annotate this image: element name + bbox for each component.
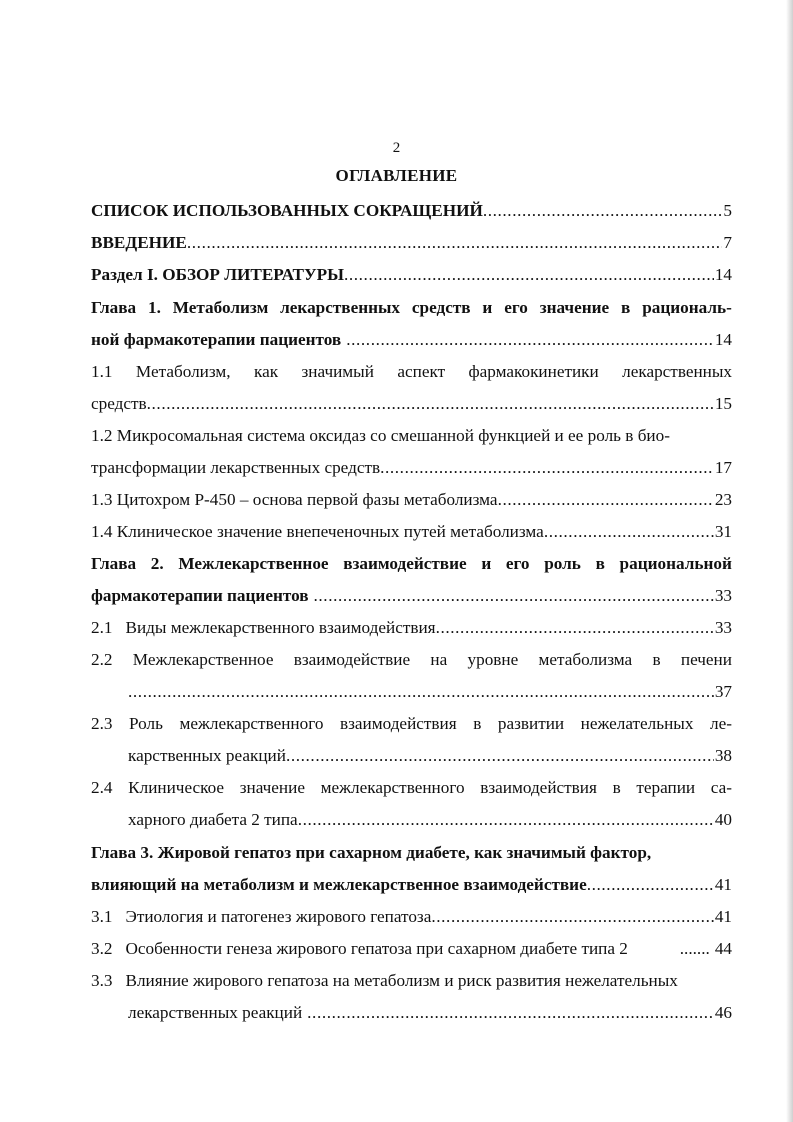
word: Глава [91, 554, 137, 573]
toc-entry-1-1-line1[interactable] [91, 359, 732, 385]
toc-entry-1-2-line2[interactable] [91, 455, 732, 481]
dot-leader [380, 455, 714, 481]
dot-leader [344, 262, 714, 288]
page-number: 2 [392, 140, 401, 156]
word: в [595, 554, 605, 573]
toc-page-number: 14 [714, 265, 732, 284]
word: нежелательных [580, 714, 694, 733]
toc-entry-chapter-2-line2[interactable] [91, 583, 732, 609]
toc-page-number: 46 [714, 1003, 732, 1022]
toc-page-number: 33 [714, 586, 732, 605]
dot-leader [128, 679, 714, 705]
word: развитии [497, 714, 565, 733]
toc-entry-title: харного диабета 2 типа [128, 810, 298, 829]
section-number: 2.4 [91, 778, 113, 797]
word: его [504, 298, 528, 317]
toc-entry-2-3-line2[interactable] [128, 743, 732, 769]
toc-entry-2-1[interactable] [91, 615, 732, 641]
word: Межлекарственное [132, 650, 274, 669]
toc-heading: ОГЛАВЛЕНИЕ [335, 166, 458, 185]
word: межлекарственного [179, 714, 324, 733]
dot-leader [483, 198, 723, 224]
toc-entry-title: 1.4 Клиническое значение внепеченочных путей метаболизма [91, 522, 544, 541]
toc-entry-title: средств [91, 394, 147, 413]
toc-page-number: 15 [714, 394, 732, 413]
toc-page-number: 40 [714, 810, 732, 829]
dot-leader [309, 583, 714, 609]
word: и [481, 554, 492, 573]
toc-entry-title: Особенности генеза жирового гепатоза при сахарном диабете типа 2 [125, 939, 628, 958]
word: 2. [150, 554, 164, 573]
word: взаимодействие [343, 554, 467, 573]
toc-entry-3-2[interactable] [91, 936, 732, 962]
word: 1. [147, 298, 161, 317]
word: метаболизма [538, 650, 633, 669]
toc-entry-title: 1.2 Микросомальная система оксидаз со смешанной функцией и ее роль в био- [91, 426, 670, 445]
toc-entry-2-3-line1[interactable] [91, 711, 732, 737]
dot-leader [544, 519, 714, 545]
word: уровне [467, 650, 519, 669]
word: Метаболизм, [135, 362, 231, 381]
toc-entry-2-2-line1[interactable] [91, 647, 732, 673]
word: взаимодействие [293, 650, 411, 669]
word: Глава [91, 298, 137, 317]
toc-entry-1-4[interactable] [91, 519, 732, 545]
word: Клиническое [128, 778, 225, 797]
dot-leader [431, 904, 713, 930]
toc-entry-1-3[interactable] [91, 487, 732, 513]
toc-entry-title: Глава 3. Жировой гепатоз при сахарном диабете, как значимый фактор, [91, 843, 652, 862]
dot-leader [147, 391, 714, 417]
dot-leader [587, 872, 714, 898]
word: рациональ- [642, 298, 732, 317]
word: Роль [129, 714, 163, 733]
toc-page-number: 38 [714, 746, 732, 765]
toc-entry-title: СПИСОК ИСПОЛЬЗОВАННЫХ СОКРАЩЕНИЙ [91, 201, 483, 220]
toc-page-number: 37 [714, 682, 732, 701]
dot-leader [341, 327, 714, 353]
word: лекарственных [280, 298, 401, 317]
word: как [254, 362, 279, 381]
section-number: 3.3 [91, 971, 113, 990]
word: взаимодействия [480, 778, 597, 797]
toc-entry-2-2-line2[interactable] [128, 679, 732, 705]
dot-leader [187, 230, 723, 256]
word: терапии [636, 778, 696, 797]
word: его [505, 554, 530, 573]
toc-entry-abbreviations[interactable] [91, 198, 732, 224]
toc-entry-title: Виды межлекарственного взаимодействия [125, 618, 436, 637]
toc-entry-chapter-3-line1[interactable] [91, 840, 732, 866]
word: значение [539, 298, 610, 317]
dot-leader [302, 1000, 714, 1026]
toc-entry-introduction[interactable] [91, 230, 732, 256]
toc-entry-title: ВВЕДЕНИЕ [91, 233, 187, 252]
word: в [612, 778, 621, 797]
toc-entry-section-1[interactable] [91, 262, 732, 288]
toc-page-number: 41 [714, 875, 732, 894]
word: Метаболизм [172, 298, 269, 317]
toc-page-number: 17 [714, 458, 732, 477]
toc-entry-title: Влияние жирового гепатоза на метаболизм и риск развития нежелательных [125, 971, 678, 990]
section-number: 3.2 [91, 939, 113, 958]
word: значимый [301, 362, 374, 381]
word: значение [239, 778, 305, 797]
toc-entry-title: Этиология и патогенез жирового гепатоза [125, 907, 432, 926]
word: на [430, 650, 448, 669]
toc-entry-title: Раздел I. ОБЗОР ЛИТЕРАТУРЫ [91, 265, 344, 284]
section-number: 3.1 [91, 907, 113, 926]
word: Межлекарственное [178, 554, 329, 573]
toc-page-number: 5 [723, 201, 732, 220]
toc-entry-title: лекарственных реакций [128, 1003, 303, 1022]
dot-leader [498, 487, 714, 513]
toc-entry-3-3-line1[interactable] [91, 968, 732, 994]
toc-entry-title: влияющий на метаболизм и межлекарственное взаимодействие [91, 875, 587, 894]
word: аспект [397, 362, 446, 381]
toc-entry-2-4-line2[interactable] [128, 807, 732, 833]
word: в [621, 298, 631, 317]
toc-entry-title: трансформации лекарственных средств [91, 458, 381, 477]
word: ле- [710, 714, 732, 733]
toc-page-number: 7 [723, 233, 732, 252]
toc-entry-3-3-line2[interactable] [128, 1000, 732, 1026]
word: лекарственных [622, 362, 732, 381]
dot-leader [286, 743, 714, 769]
toc-entry-chapter-1-line2[interactable] [91, 327, 732, 353]
word: фармакокинетики [468, 362, 599, 381]
dot-leader [436, 615, 714, 641]
dot-leader: ....... [679, 939, 710, 958]
dot-leader [298, 807, 714, 833]
word: и [482, 298, 493, 317]
toc-page-number: 14 [714, 330, 732, 349]
word: в [652, 650, 661, 669]
toc-entry-chapter-1-line1[interactable] [91, 295, 732, 321]
toc-page-number: 41 [714, 907, 732, 926]
word: в [473, 714, 482, 733]
toc-entry-1-2-line1[interactable] [91, 423, 732, 449]
word: роль [544, 554, 581, 573]
word: печени [680, 650, 732, 669]
word: рациональной [619, 554, 732, 573]
section-number: 2.3 [91, 714, 113, 733]
section-number: 2.1 [91, 618, 113, 637]
toc-page-number: 31 [714, 522, 732, 541]
word: взаимодействия [339, 714, 457, 733]
toc-entry-3-1[interactable] [91, 904, 732, 930]
toc-entry-title: 1.3 Цитохром Р-450 – основа первой фазы метаболизма [91, 490, 498, 509]
toc-entry-chapter-3-line2[interactable] [91, 872, 732, 898]
toc-page-number: 33 [714, 618, 732, 637]
toc-entry-2-4-line1[interactable] [91, 775, 732, 801]
word: межлекарственного [320, 778, 465, 797]
word: са- [710, 778, 732, 797]
toc-entry-title: ной фармакотерапии пациентов [91, 330, 342, 349]
word: средств [411, 298, 471, 317]
toc-entry-1-1-line2[interactable] [91, 391, 732, 417]
toc-entry-chapter-2-line1[interactable] [91, 551, 732, 577]
section-number: 1.1 [91, 362, 113, 381]
section-number: 2.2 [91, 650, 113, 669]
toc-page-number: 23 [714, 490, 732, 509]
toc-entry-title: карственных реакций [128, 746, 286, 765]
toc-entry-title: фармакотерапии пациентов [91, 586, 309, 605]
toc-page-number: 44 [714, 939, 732, 958]
